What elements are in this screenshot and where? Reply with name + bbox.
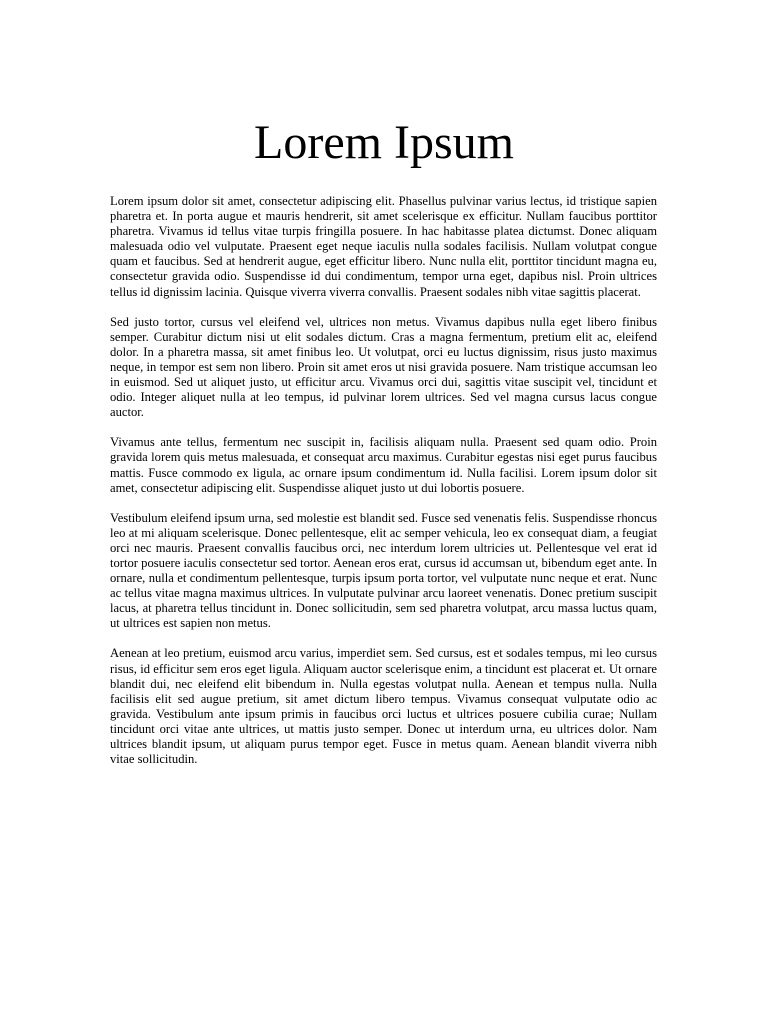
paragraph-1: Lorem ipsum dolor sit amet, consectetur adipiscing elit. Phasellus pulvinar varius lectus, id tristique sapien pharetra et. In porta augue et mauris hendrerit, sit amet scelerisque ex efficitur. Nullam faucibus porttitor pharetra. Vivamus id tellus vitae turpis fringilla posuere. In hac habitasse platea dictumst. Donec aliquam malesuada odio vel vulputate. Praesent eget neque iaculis nulla sodales facilisis. Nullam volutpat congue quam et faucibus. Sed at hendrerit augue, eget efficitur libero. Nunc nulla elit, porttitor tincidunt magna eu, consectetur gravida odio. Suspendisse id dui condimentum, tempor urna eget, dapibus nisl. Proin ultrices tellus id dignissim lacinia. Quisque viverra viverra convallis. Praesent sodales nibh vitae sagittis placerat. <box>110 194 657 299</box>
paragraph-3: Vivamus ante tellus, fermentum nec suscipit in, facilisis aliquam nulla. Praesent sed quam odio. Proin gravida lorem quis metus malesuada, et consequat arcu maximus. Curabitur egestas nisi eget purus faucibus mattis. Fusce commodo ex ligula, ac ornare ipsum condimentum id. Nulla facilisi. Lorem ipsum dolor sit amet, consectetur adipiscing elit. Suspendisse aliquet justo ut dui lobortis posuere. <box>110 435 657 495</box>
paragraph-5: Aenean at leo pretium, euismod arcu varius, imperdiet sem. Sed cursus, est et sodales tempus, mi leo cursus risus, id efficitur sem eros eget ligula. Aliquam auctor scelerisque enim, a tincidunt est placerat et. Ut ornare blandit dui, nec eleifend elit bibendum in. Nulla egestas volutpat nulla. Aenean et tempus nulla. Nulla facilisis elit sed augue pretium, sit amet dictum libero tempus. Vivamus consequat vulputate odio ac gravida. Vestibulum ante ipsum primis in faucibus orci luctus et ultrices posuere cubilia curae; Nullam tincidunt orci vitae ante ultrices, ut mattis justo semper. Donec ut interdum urna, eu ultrices dolor. Nam ultrices blandit ipsum, ut aliquam purus tempor eget. Fusce in metus quam. Aenean blandit viverra nibh vitae sollicitudin. <box>110 646 657 767</box>
document-title: Lorem Ipsum <box>254 116 514 169</box>
document-body <box>110 194 657 782</box>
paragraph-2: Sed justo tortor, cursus vel eleifend vel, ultrices non metus. Vivamus dapibus nulla eget libero finibus semper. Curabitur dictum nisi ut elit sodales dictum. Cras a magna fermentum, pretium elit ac, eleifend dolor. In a pharetra massa, sit amet finibus leo. Ut volutpat, orci eu luctus dignissim, risus justo maximus neque, in tempor est sem non libero. Proin sit amet eros ut nisi gravida posuere. Nam tristique accumsan leo in euismod. Sed ut aliquet justo, ut efficitur arcu. Vivamus orci dui, sagittis vitae suscipit vel, tincidunt et odio. Integer aliquet nulla at leo tempus, id pulvinar lorem ultrices. Sed vel magna cursus lacus congue auctor. <box>110 314 657 420</box>
paragraph-4: Vestibulum eleifend ipsum urna, sed molestie est blandit sed. Fusce sed venenatis felis. Suspendisse rhoncus leo at mi aliquam scelerisque. Donec pellentesque, elit ac semper vehicula, leo ex consequat diam, a feugiat orci nec mauris. Praesent convallis faucibus orci, nec interdum lorem ultricies ut. Pellentesque vel erat id tortor posuere iaculis consectetur sed tortor. Aenean eros erat, cursus id accumsan ut, bibendum eget ante. In ornare, nulla et condimentum pellentesque, turpis ipsum porta tortor, vel vulputate nunc neque et erat. Nunc ac tellus vitae magna maximus ultrices. In vulputate pulvinar arcu laoreet venenatis. Donec pretium suscipit lacus, at pharetra tellus tincidunt in. Donec sollicitudin, sem sed pharetra volutpat, arcu massa luctus quam, ut ultrices est sapien non metus. <box>110 510 657 631</box>
